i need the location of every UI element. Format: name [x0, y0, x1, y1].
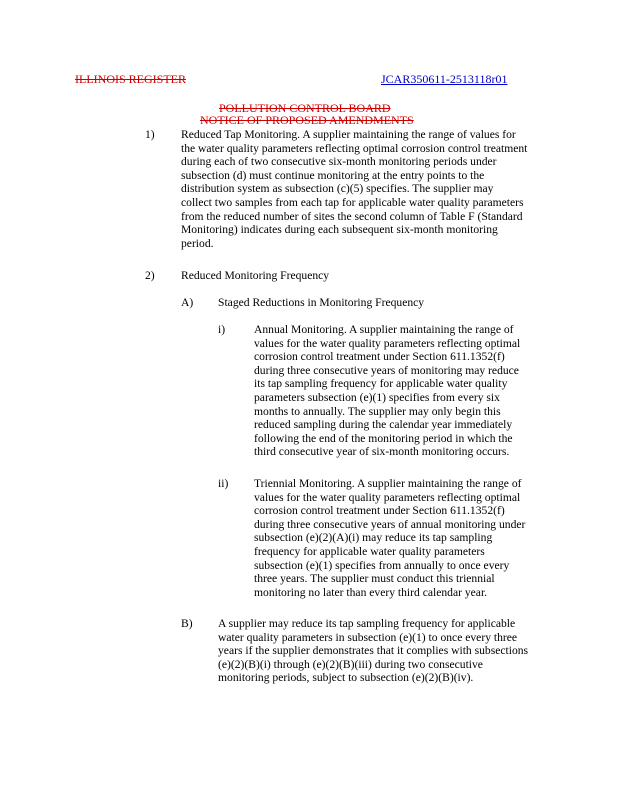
text-line: subsection (e)(1) specifies from annually to once every	[254, 558, 510, 572]
paragraph-triennial-monitoring	[254, 477, 525, 599]
text-line: values for the water quality parameters reflecting optimal	[254, 336, 521, 350]
item-letter-A: A)	[181, 296, 194, 309]
board-title: POLLUTION CONTROL BOARD	[219, 101, 391, 115]
text-line: subsection (d) must continue monitoring at the entry points to the	[181, 168, 485, 182]
item-letter-B: B)	[181, 617, 193, 630]
text-line: distribution system as subsection (c)(5) specifies. The supplier may	[181, 182, 494, 196]
text-line: its tap sampling frequency for applicable water quality	[254, 377, 508, 391]
text-line: during three consecutive years of monitoring may reduce	[254, 363, 519, 377]
text-line: corrosion control treatment under Section 611.1352(f)	[254, 504, 505, 518]
text-line: period.	[181, 236, 214, 250]
item-number-1: 1)	[145, 128, 155, 141]
text-line: water quality parameters in subsection (e)(1) to once every three	[218, 630, 518, 644]
text-line: Reduced Tap Monitoring. A supplier maintaining the range of values for	[181, 128, 516, 141]
item-number-2: 2)	[145, 269, 155, 282]
text-line: following the end of the monitoring period in which the	[254, 431, 513, 445]
notice-title: NOTICE OF PROPOSED AMENDMENTS	[200, 113, 414, 127]
text-line: monitoring periods, subject to subsection (e)(2)(B)(iv).	[218, 671, 474, 685]
text-line: frequency for applicable water quality parameters	[254, 544, 485, 558]
text-line: third consecutive year of six-month monitoring occurs.	[254, 445, 510, 459]
text-line: values for the water quality parameters reflecting optimal	[254, 490, 521, 504]
item-roman-i: i)	[218, 323, 226, 336]
text-line: collect two samples from each tap for applicable water quality parameters	[181, 195, 524, 209]
text-line: during three consecutive years of annual monitoring under	[254, 517, 526, 531]
text-line: three years. The supplier must conduct this triennial	[254, 572, 495, 586]
text-line: subsection (e)(2)(A)(i) may reduce its tap sampling	[254, 531, 493, 545]
paragraph-annual-monitoring	[254, 323, 520, 459]
paragraph-reduced-tap-monitoring	[181, 128, 527, 250]
heading-reduced-monitoring-frequency: Reduced Monitoring Frequency	[181, 269, 330, 282]
text-line: A supplier may reduce its tap sampling frequency for applicable	[218, 617, 516, 630]
item-roman-ii: ii)	[218, 477, 229, 490]
text-line: Triennial Monitoring. A supplier maintaining the range of	[254, 477, 522, 490]
text-line: parameters subsection (e)(1) specifies from every six	[254, 390, 500, 404]
text-line: reduced sampling during the calendar year immediately	[254, 418, 513, 432]
text-line: (e)(2)(B)(i) through (e)(2)(B)(iii) during two consecutive	[218, 657, 483, 671]
heading-staged-reductions: Staged Reductions in Monitoring Frequency	[218, 296, 425, 309]
text-line: years if the supplier demonstrates that it complies with subsections	[218, 644, 529, 658]
paragraph-three-year-reduction	[218, 617, 528, 685]
text-line: Annual Monitoring. A supplier maintaining the range of	[254, 323, 514, 336]
text-line: monitoring no later than every third calendar year.	[254, 585, 488, 599]
text-line: months to annually. The supplier may only begin this	[254, 404, 501, 418]
text-line: from the reduced number of sites the second column of Table F (Standard	[181, 209, 523, 223]
text-line: corrosion control treatment under Section 611.1352(f)	[254, 350, 505, 364]
document-id-link[interactable]: JCAR350611-2513118r01	[381, 72, 508, 86]
text-line: during each of two consecutive six-month monitoring periods under	[181, 155, 497, 169]
text-line: Monitoring) indicates during each subsequent six-month monitoring	[181, 223, 498, 237]
register-title: ILLINOIS REGISTER	[75, 72, 186, 86]
text-line: the water quality parameters reflecting optimal corrosion control treatment	[181, 141, 528, 155]
